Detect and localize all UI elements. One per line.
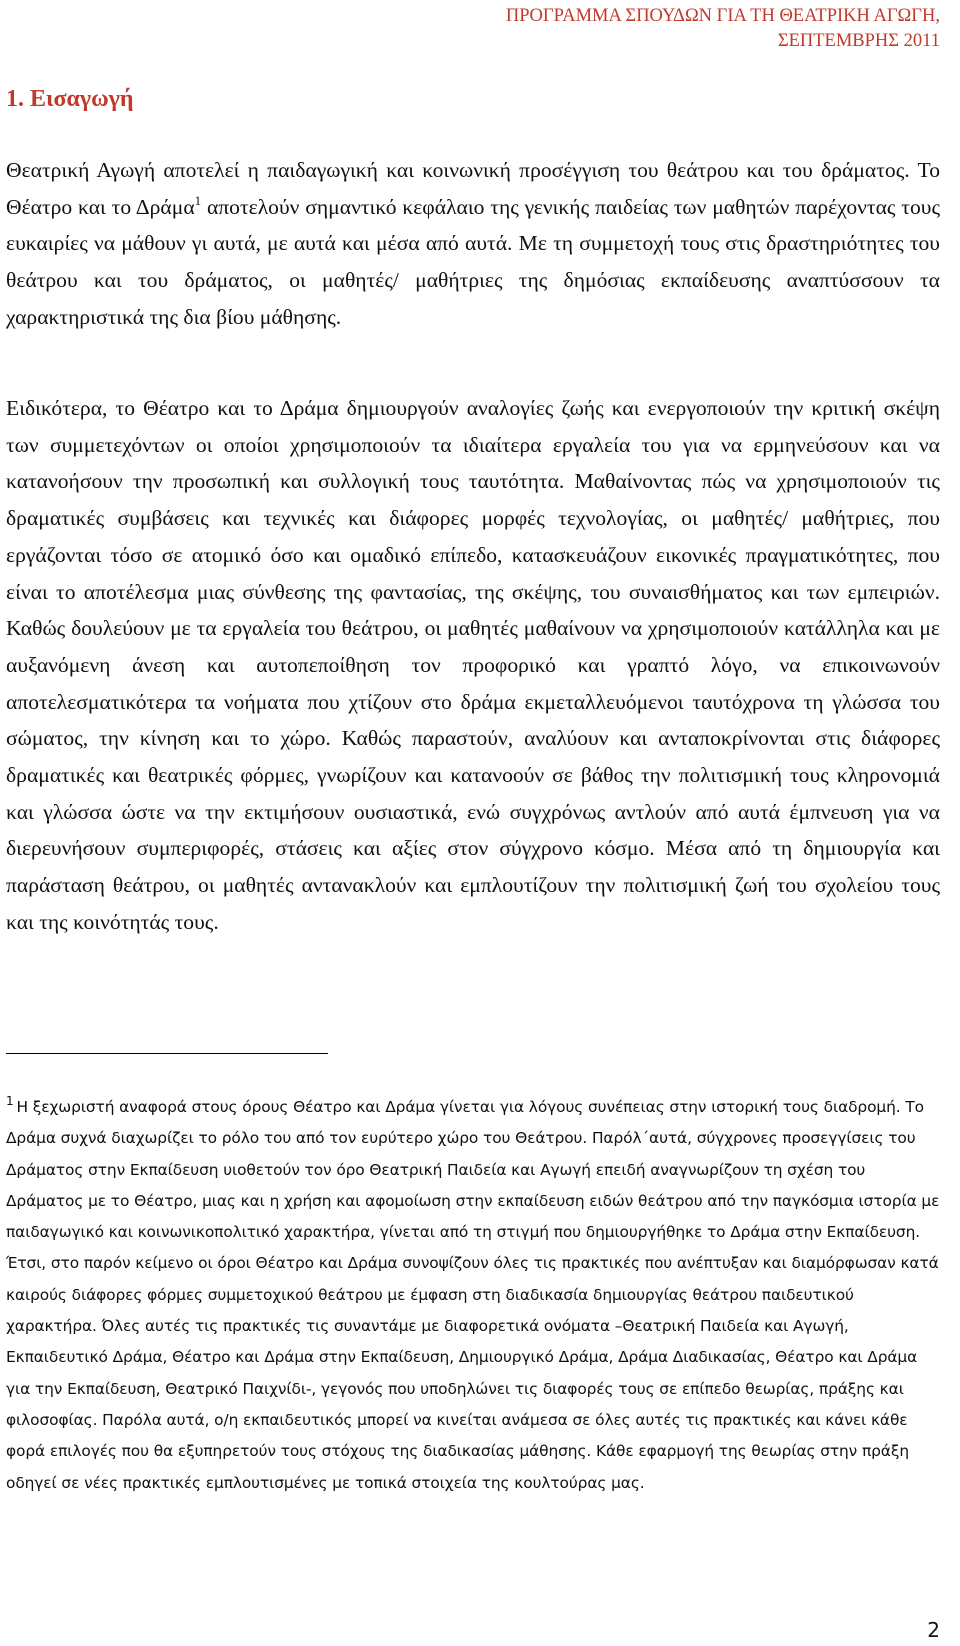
footnote-reference[interactable]: 1: [194, 192, 202, 208]
page-number: 2: [927, 1618, 940, 1642]
running-header-line-1: ΠΡΟΓΡΑΜΜΑ ΣΠΟΥΔΩΝ ΓΙΑ ΤΗ ΘΕΑΤΡΙΚΗ ΑΓΩΓΗ,: [505, 6, 940, 26]
running-header-line-2: ΣΕΠΤΕΜΒΡΗΣ 2011: [777, 31, 940, 51]
body-paragraph: Ειδικότερα, το Θέατρο και το Δράμα δημιουργούν αναλογίες ζωής και ενεργοποιούν την κριτική σκέψη των συμμετεχόντων οι οποίοι χρησιμοποιούν τα ιδιαίτερα εργαλεία του για να ερμηνεύσουν και να κατανοήσουν την προσωπική και συλλογική τους ταυτότητα. Μαθαίνοντας πώς να χρησιμοποιούν τις δραματικές συμβάσεις και τεχνικές και διάφορες μορφές τεχνολογίας, οι μαθητές/ μαθήτριες, που εργάζονται τόσο σε ατομικό όσο και ομαδικό επίπεδο, κατασκευάζουν εικονικές πραγματικότητες, που είναι το αποτέλεσμα μιας σύνθεσης της φαντασίας, της σκέψης, του συναισθήματος και των εμπειριών. Καθώς δουλεύουν με τα εργαλεία του θεάτρου, οι μαθητές μαθαίνουν να χρησιμοποιούν κατάλληλα και με αυξανόμενη άνεση και αυτοπεποίθηση τον προφορικό και γραπτό λόγο, να επικοινωνούν αποτελεσματικότερα τα νοήματα που χτίζουν στο δράμα εκμεταλλευόμενοι ταυτόχρονα τη γλώσσα του σώματος, την κίνηση και το χώρο. Καθώς παραστούν, αναλύουν και ανταποκρίνονται στις διάφορες δραματικές και θεατρικές φόρμες, γνωρίζουν και κατανοούν σε βάθος την πολιτισμική τους κληρονομιά και γλώσσα ώστε να την εκτιμήσουν ουσιαστικά, ενώ συγχρόνως αντλούν από αυτά έμπνευση για να διερευνήσουν συμπεριφορές, στάσεις και αξίες στον σύγχρονο κόσμο. Μέσα από τη δημιουργία και παράσταση θεάτρου, οι μαθητές αντανακλούν και εμπλουτίζουν την πολιτισμική ζωή του σχολείου τους και της κοινότητάς τους.: [6, 396, 940, 934]
running-header: [420, 4, 940, 54]
section-title: 1. Εισαγωγή: [6, 86, 134, 112]
footnote-text: Η ξεχωριστή αναφορά στους όρους Θέατρο και Δράμα γίνεται για λόγους συνέπειας στην ιστορική τους διαδρομή. Το Δράμα συχνά διαχωρίζει το ρόλο του από τον ευρύτερο χώρο του Θεάτρου. Παρόλ΄αυτά, σύγχρονες προσεγγίσεις του Δράματος στην Εκπαίδευση υιοθετούν τον όρο Θεατρική Παιδεία και Αγωγή επειδή αναγνωρίζουν τη σχέση του Δράματος με το Θέατρο, μιας και η χρήση και αφομοίωση στην εκπαίδευση ειδών θεάτρου από την παγκόσμια ιστορία με παιδαγωγικό και κοινωνικοπολιτικό χαρακτήρα, γίνεται από τη στιγμή που δημιουργήθηκε το Δράμα στην Εκπαίδευση. Έτσι, στο παρόν κείμενο οι όροι Θέατρο και Δράμα συνοψίζουν όλες τις πρακτικές που ανέπτυξαν και διαμόρφωσαν κατά καιρούς διάφορες φόρμες συμμετοχικού θεάτρου με έμφαση στη διαδικασία δημιουργίας θεάτρου παιδευτικού χαρακτήρα. Όλες αυτές τις πρακτικές τις συναντάμε με διαφορετικά ονόματα –Θεατρική Παιδεία και Αγωγή, Εκπαιδευτικό Δράμα, Θέατρο και Δράμα στην Εκπαίδευση, Δημιουργικό Δράμα, Δράμα Διαδικασίας, Θέατρο και Δράμα για την Εκπαίδευση, Θεατρικό Παιχνίδι-, γεγονός που υποδηλώνει τις διαφορές τους σε επίπεδο θεωρίας, πράξης και φιλοσοφίας. Παρόλα αυτά, ο/η εκπαιδευτικός μπορεί να κινείται ανάμεσα σε όλες αυτές τις πρακτικές και κάνει κάθε φορά επιλογές που θα εξυπηρετούν τους στόχους της διαδικασίας μάθησης. Κάθε εφαρμογή της θεωρίας στην πράξη οδηγεί σε νέες πρακτικές εμπλουτισμένες με τοπικά στοιχεία της κουλτούρας μας.: [6, 1098, 940, 1492]
footnote-marker: 1: [6, 1094, 14, 1108]
intro-paragraph-part-1: Θεατρική Αγωγή αποτελεί η παιδαγωγική και κοινωνική προσέγγιση του θεάτρου και του δράματος. Το Θέατρο και το Δράμα: [6, 158, 940, 219]
intro-paragraph-part-2: αποτελούν σημαντικό κεφάλαιο της γενικής παιδείας των μαθητών παρέχοντας τους ευκαιρίες να μάθουν γι αυτά, με αυτά και μέσα από αυτά. Με τη συμμετοχή τους στις δραστηριότητες του θεάτρου και του δράματος, οι μαθητές/ μαθήτριες της δημόσιας εκπαίδευσης αναπτύσσουν τα χαρακτηριστικά της δια βίου μάθησης.: [6, 194, 940, 329]
intro-paragraph: [6, 152, 940, 336]
footnote-separator: [6, 1053, 328, 1054]
footnote: [6, 1092, 940, 1499]
